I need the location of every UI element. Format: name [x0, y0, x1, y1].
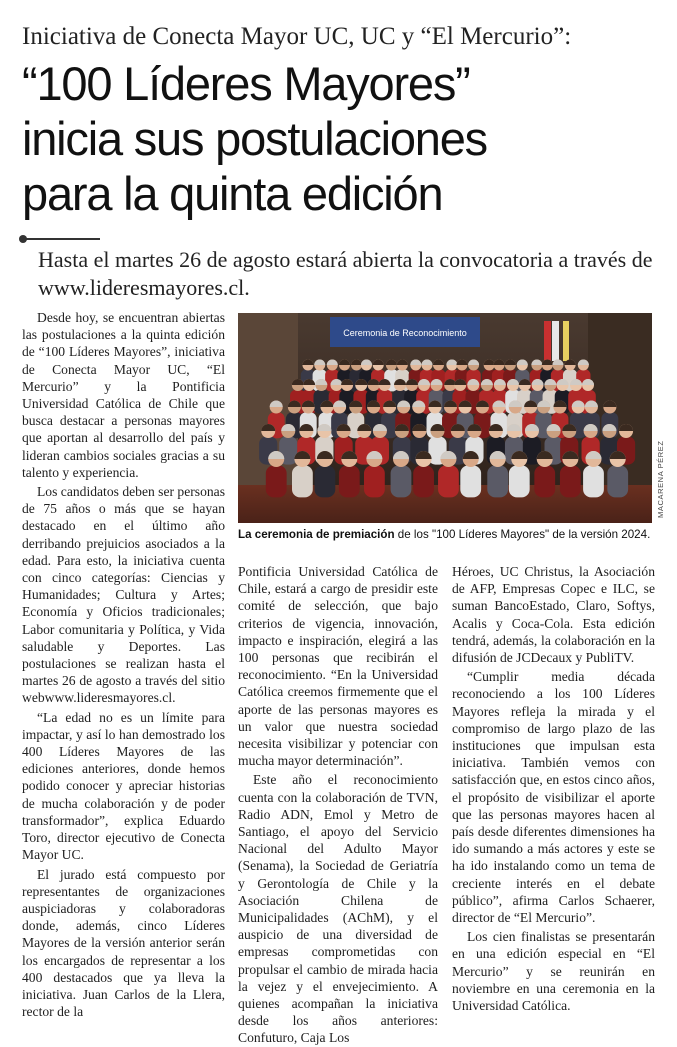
- crowd: [259, 360, 635, 498]
- divider-dot: [19, 235, 27, 243]
- caption-bold: La ceremonia de premiación: [238, 528, 395, 541]
- headline-line: para la quinta edición: [22, 167, 443, 220]
- ceremony-photo-graphic: [238, 313, 652, 523]
- headline-line: inicia sus postulaciones: [22, 112, 487, 165]
- person-body: [560, 465, 581, 497]
- person-body: [487, 465, 508, 497]
- person-body: [314, 465, 335, 497]
- divider-rule: [22, 238, 100, 240]
- person-body: [292, 465, 313, 497]
- banner-text: Ceremonia de Reconocimiento: [343, 328, 467, 338]
- person-body: [509, 465, 530, 497]
- person-body: [583, 465, 604, 497]
- paragraph: Pontificia Universidad Católica de Chile, estará a cargo de presidir este comité de selección, que bajo criterios de vigencia, innovación, impacto e inspiración, elegirá a las 100 personas que recibirán el reconocimiento. “En la Universidad Católica creemos firmemente que el aporte de las personas mayores es un valor que nuestra sociedad necesita visibilizar y potenciar con mucha mayor determinación”.: [238, 564, 438, 769]
- person-body: [607, 465, 628, 497]
- paragraph: Desde hoy, se encuentran abiertas las postulaciones a la quinta edición de “100 Líderes Mayores”, iniciativa de Conecta Mayor UC, “El Mercurio” y la Pontificia Universidad Católica de Chile que busca destacar a personas mayores que aportan al desarrollo del país y lideran cambios sociales gracias a su talento y experiencia.: [22, 310, 225, 480]
- body-column-2: [238, 563, 438, 1046]
- paragraph: “La edad no es un límite para impactar, y así lo han demostrado los 400 Líderes Mayores de las ediciones anteriores, donde hemos podido conocer y apreciar historias de mucha colaboración y de poder transformador”, explica Eduardo Toro, director ejecutivo de Conecta Mayor UC.: [22, 709, 225, 863]
- paragraph: Los cien finalistas se presentarán en una edición especial en “El Mercurio” y se reunirán en noviembre en una ceremonia en la Universidad Católica.: [452, 929, 655, 1014]
- paragraph: Héroes, UC Christus, la Asociación de AFP, Empresas Copec e ILC, se suman BancoEstado, Claro, Softys, Acalis y Coca-Cola. Esta edición tendrá, además, la colaboración en la difusión de JCDecaux y PubliTV.: [452, 564, 655, 666]
- kicker: Iniciativa de Conecta Mayor UC, UC y “El Mercurio”:: [22, 23, 572, 50]
- headline: [22, 56, 662, 221]
- person-body: [413, 465, 434, 497]
- body-column-3: [452, 563, 655, 1014]
- headline-line: “100 Líderes Mayores”: [22, 57, 470, 110]
- paragraph: El jurado está compuesto por representantes de organizaciones auspiciadoras y colaboradoras donde, además, cinco Líderes Mayores de la versión anterior serán los encargados de representar a los 400 destacados que ya lleva la iniciativa. Juan Carlos de la Llera, rector de la: [22, 866, 225, 1020]
- deck: Hasta el martes 26 de agosto estará abierta la convocatoria a través de www.lideresmayores.cl.: [38, 247, 653, 300]
- ceremony-photo: [238, 313, 652, 523]
- person-body: [534, 465, 555, 497]
- person-body: [391, 465, 412, 497]
- person-body: [438, 465, 459, 497]
- paragraph: “Cumplir media década reconociendo a los 100 Líderes Mayores refleja la mirada y el compromiso de largo plazo de las instituciones que impulsan esta iniciativa. También vemos con satisfacción que, en estos cinco años, el propósito de visibilizar el aporte que las personas mayores hacen al país desde diferentes dimensiones ha ido sumando a más actores y este se ha ido instalando como un tema de creciente interés en el debate público”, afirma Carlos Schaerer, director de “El Mercurio”.: [452, 669, 655, 926]
- paragraph: Los candidatos deben ser personas de 75 años o más que se hayan destacado en el último año derribando prejuicios asociados a la edad. Para esto, la iniciativa cuenta con cinco categorías: Ciencias y Humanidades; Cultura y Artes; Economía y Oficios tradicionales; Labor comunitaria y Política, y Vida saludable y Deportes. Las postulaciones se realizan hasta el martes 26 de agosto a través del sitio webwww.lideresmayores.cl.: [22, 484, 225, 706]
- photo-credit: MACARENA PÉREZ: [656, 440, 665, 518]
- person-body: [339, 465, 360, 497]
- person-body: [266, 465, 287, 497]
- person-body: [460, 465, 481, 497]
- person-body: [364, 465, 385, 497]
- photo-caption: [238, 527, 658, 542]
- paragraph: Este año el reconocimiento cuenta con la colaboración de TVN, Radio ADN, Emol y Metro de Santiago, el apoyo del Servicio Nacional del Adulto Mayor (Senama), la Sociedad de Geriatría y Gerontología de Chile y la Asociación Chilena de Municipalidades (AChM), y el auspicio de una diversidad de empresas comprometidas con propulsar el cambio de mirada hacia la vejez y el envejecimiento. A quienes acompañan la iniciativa desde los años anteriores: Confuturo, Caja Los: [238, 772, 438, 1046]
- body-column-1: [22, 309, 225, 1020]
- caption-text: de los "100 Líderes Mayores" de la versión 2024.: [394, 528, 651, 541]
